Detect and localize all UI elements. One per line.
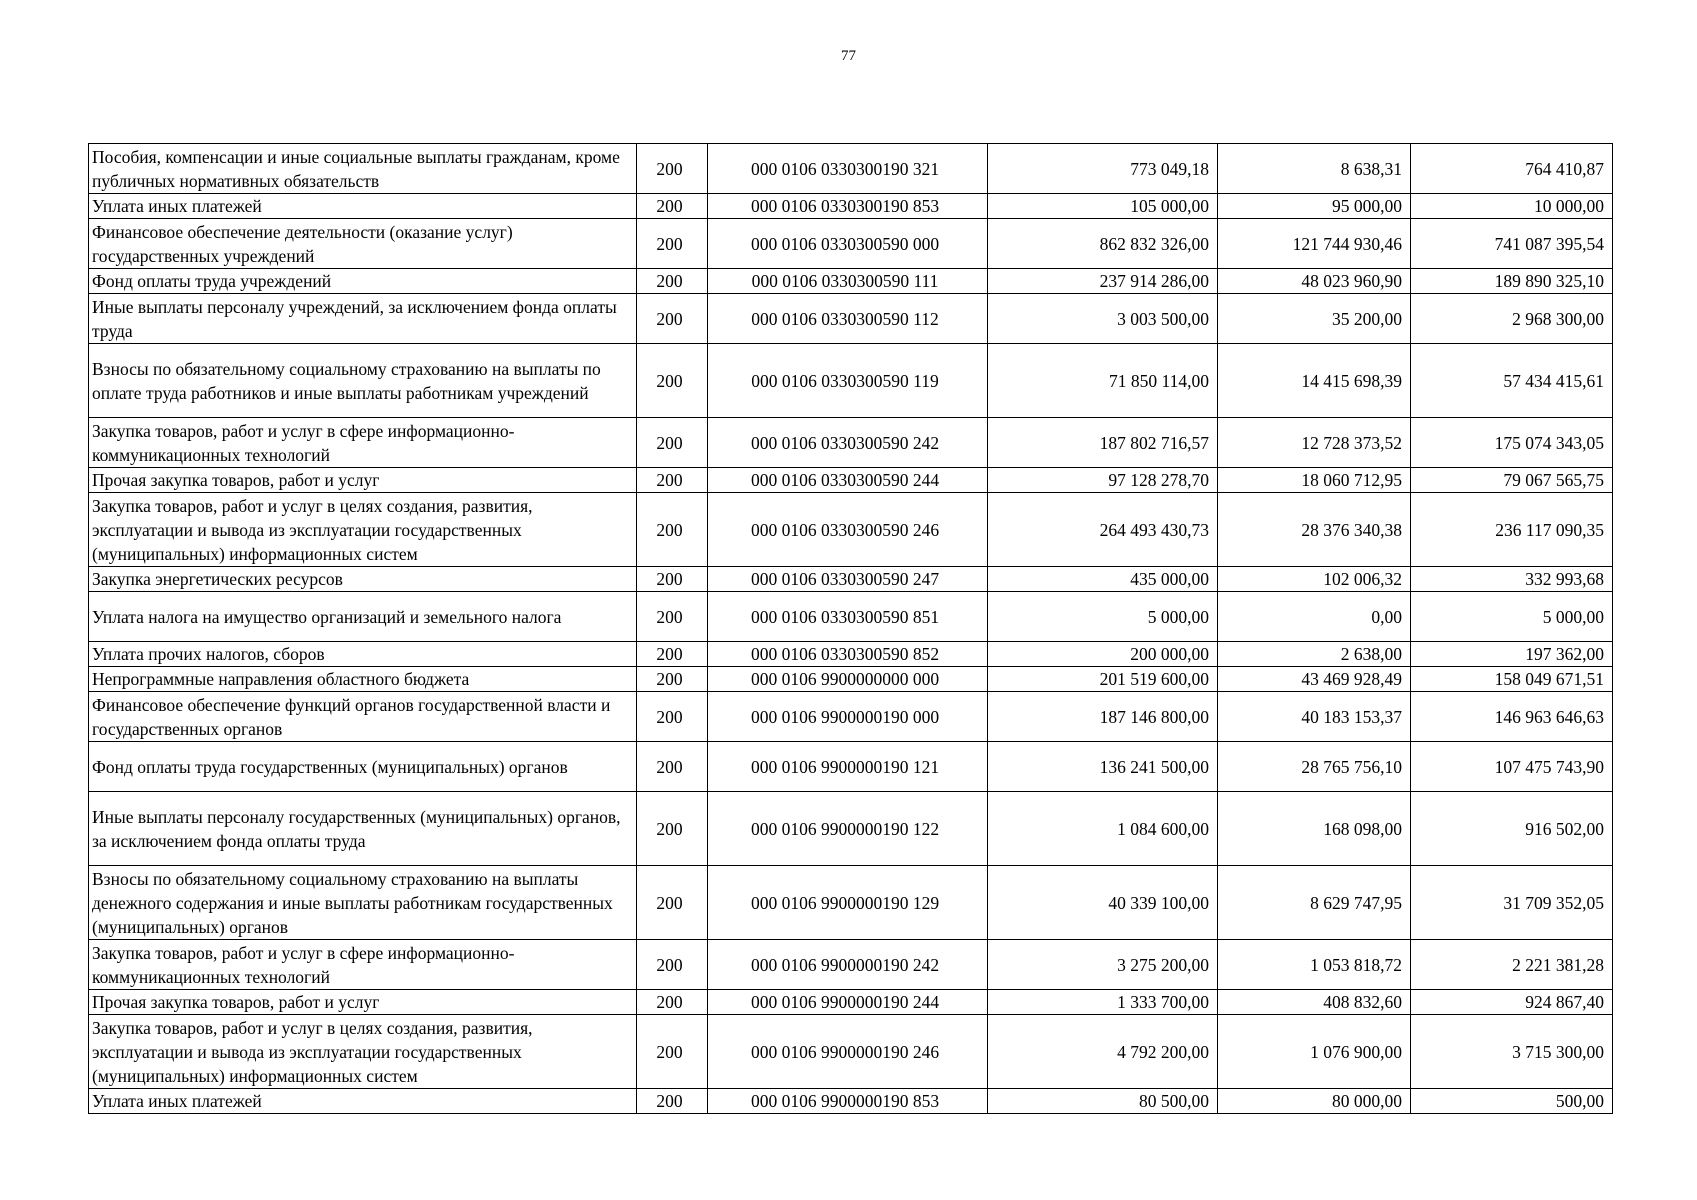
table-row [89,194,1613,219]
remaining-amount-cell: 236 117 090,35 [1411,493,1613,567]
remaining-amount-cell: 916 502,00 [1411,792,1613,866]
line-code-cell: 200 [637,144,708,194]
line-code-cell: 200 [637,567,708,592]
remaining-amount-cell: 158 049 671,51 [1411,667,1613,692]
page-number: 77 [841,48,856,64]
budget-classification-code-cell: 000 0106 0330300590 244 [708,468,988,493]
budget-classification-code-cell: 000 0106 0330300590 000 [708,219,988,269]
expense-name-cell: Уплата налога на имущество организаций и земельного налога [89,592,637,642]
remaining-amount-cell: 79 067 565,75 [1411,468,1613,493]
table-row [89,642,1613,667]
approved-amount-cell: 1 084 600,00 [988,792,1218,866]
table-row [89,219,1613,269]
expense-name-cell: Уплата иных платежей [89,194,637,219]
executed-amount-cell: 1 076 900,00 [1218,1015,1411,1089]
table-row [89,567,1613,592]
budget-classification-code-cell: 000 0106 9900000190 242 [708,940,988,990]
expense-name-cell: Уплата иных платежей [89,1089,637,1114]
remaining-amount-cell: 31 709 352,05 [1411,866,1613,940]
executed-amount-cell: 80 000,00 [1218,1089,1411,1114]
table-row [89,269,1613,294]
remaining-amount-cell: 107 475 743,90 [1411,742,1613,792]
expense-name-cell: Взносы по обязательному социальному страхованию на выплаты денежного содержания и иные выплаты работникам государственных (муниципальных) органов [89,866,637,940]
approved-amount-cell: 80 500,00 [988,1089,1218,1114]
table-row [89,940,1613,990]
line-code-cell: 200 [637,194,708,219]
table-row [89,468,1613,493]
expense-name-cell: Уплата прочих налогов, сборов [89,642,637,667]
budget-classification-code-cell: 000 0106 0330300590 112 [708,294,988,344]
executed-amount-cell: 8 638,31 [1218,144,1411,194]
approved-amount-cell: 187 802 716,57 [988,418,1218,468]
executed-amount-cell: 14 415 698,39 [1218,344,1411,418]
remaining-amount-cell: 5 000,00 [1411,592,1613,642]
executed-amount-cell: 95 000,00 [1218,194,1411,219]
approved-amount-cell: 435 000,00 [988,567,1218,592]
line-code-cell: 200 [637,294,708,344]
line-code-cell: 200 [637,269,708,294]
remaining-amount-cell: 146 963 646,63 [1411,692,1613,742]
remaining-amount-cell: 2 968 300,00 [1411,294,1613,344]
line-code-cell: 200 [637,990,708,1015]
table-row [89,866,1613,940]
approved-amount-cell: 136 241 500,00 [988,742,1218,792]
table-row [89,592,1613,642]
budget-classification-code-cell: 000 0106 9900000190 853 [708,1089,988,1114]
approved-amount-cell: 201 519 600,00 [988,667,1218,692]
line-code-cell: 200 [637,792,708,866]
budget-classification-code-cell: 000 0106 0330300590 852 [708,642,988,667]
remaining-amount-cell: 175 074 343,05 [1411,418,1613,468]
approved-amount-cell: 264 493 430,73 [988,493,1218,567]
executed-amount-cell: 2 638,00 [1218,642,1411,667]
budget-classification-code-cell: 000 0106 9900000190 246 [708,1015,988,1089]
approved-amount-cell: 862 832 326,00 [988,219,1218,269]
line-code-cell: 200 [637,1015,708,1089]
executed-amount-cell: 12 728 373,52 [1218,418,1411,468]
approved-amount-cell: 3 003 500,00 [988,294,1218,344]
table-row [89,792,1613,866]
executed-amount-cell: 168 098,00 [1218,792,1411,866]
approved-amount-cell: 5 000,00 [988,592,1218,642]
expense-name-cell: Финансовое обеспечение функций органов государственной власти и государственных органов [89,692,637,742]
budget-classification-code-cell: 000 0106 0330300590 111 [708,269,988,294]
line-code-cell: 200 [637,468,708,493]
table-row [89,344,1613,418]
budget-classification-code-cell: 000 0106 0330300190 853 [708,194,988,219]
budget-classification-code-cell: 000 0106 9900000190 129 [708,866,988,940]
budget-table-body [89,144,1613,1114]
expense-name-cell: Непрограммные направления областного бюджета [89,667,637,692]
expense-name-cell: Закупка товаров, работ и услуг в сфере информационно-коммуникационных технологий [89,940,637,990]
line-code-cell: 200 [637,418,708,468]
remaining-amount-cell: 924 867,40 [1411,990,1613,1015]
remaining-amount-cell: 2 221 381,28 [1411,940,1613,990]
executed-amount-cell: 35 200,00 [1218,294,1411,344]
remaining-amount-cell: 500,00 [1411,1089,1613,1114]
expense-name-cell: Иные выплаты персоналу учреждений, за исключением фонда оплаты труда [89,294,637,344]
line-code-cell: 200 [637,742,708,792]
approved-amount-cell: 97 128 278,70 [988,468,1218,493]
expense-name-cell: Взносы по обязательному социальному страхованию на выплаты по оплате труда работников и иные выплаты работникам учреждений [89,344,637,418]
table-row [89,990,1613,1015]
expense-name-cell: Закупка товаров, работ и услуг в сфере информационно-коммуникационных технологий [89,418,637,468]
expense-name-cell: Иные выплаты персоналу государственных (муниципальных) органов, за исключением фонда оплаты труда [89,792,637,866]
executed-amount-cell: 121 744 930,46 [1218,219,1411,269]
table-row [89,294,1613,344]
table-row [89,667,1613,692]
expense-name-cell: Прочая закупка товаров, работ и услуг [89,990,637,1015]
remaining-amount-cell: 764 410,87 [1411,144,1613,194]
table-row [89,1015,1613,1089]
budget-table [88,143,1613,1114]
remaining-amount-cell: 741 087 395,54 [1411,219,1613,269]
approved-amount-cell: 3 275 200,00 [988,940,1218,990]
budget-classification-code-cell: 000 0106 9900000190 122 [708,792,988,866]
remaining-amount-cell: 189 890 325,10 [1411,269,1613,294]
remaining-amount-cell: 197 362,00 [1411,642,1613,667]
budget-classification-code-cell: 000 0106 0330300590 246 [708,493,988,567]
line-code-cell: 200 [637,219,708,269]
line-code-cell: 200 [637,940,708,990]
line-code-cell: 200 [637,1089,708,1114]
budget-classification-code-cell: 000 0106 0330300590 851 [708,592,988,642]
expense-name-cell: Пособия, компенсации и иные социальные выплаты гражданам, кроме публичных нормативных обязательств [89,144,637,194]
line-code-cell: 200 [637,493,708,567]
budget-classification-code-cell: 000 0106 0330300190 321 [708,144,988,194]
budget-classification-code-cell: 000 0106 0330300590 247 [708,567,988,592]
approved-amount-cell: 4 792 200,00 [988,1015,1218,1089]
table-row [89,418,1613,468]
executed-amount-cell: 0,00 [1218,592,1411,642]
budget-classification-code-cell: 000 0106 9900000190 121 [708,742,988,792]
table-row [89,493,1613,567]
remaining-amount-cell: 57 434 415,61 [1411,344,1613,418]
executed-amount-cell: 40 183 153,37 [1218,692,1411,742]
executed-amount-cell: 48 023 960,90 [1218,269,1411,294]
line-code-cell: 200 [637,667,708,692]
line-code-cell: 200 [637,592,708,642]
remaining-amount-cell: 3 715 300,00 [1411,1015,1613,1089]
approved-amount-cell: 1 333 700,00 [988,990,1218,1015]
executed-amount-cell: 102 006,32 [1218,567,1411,592]
executed-amount-cell: 43 469 928,49 [1218,667,1411,692]
expense-name-cell: Прочая закупка товаров, работ и услуг [89,468,637,493]
approved-amount-cell: 187 146 800,00 [988,692,1218,742]
remaining-amount-cell: 332 993,68 [1411,567,1613,592]
expense-name-cell: Закупка товаров, работ и услуг в целях создания, развития, эксплуатации и вывода из эксплуатации государственных (муниципальных) информационных систем [89,493,637,567]
executed-amount-cell: 18 060 712,95 [1218,468,1411,493]
line-code-cell: 200 [637,692,708,742]
table-row [89,144,1613,194]
executed-amount-cell: 1 053 818,72 [1218,940,1411,990]
line-code-cell: 200 [637,642,708,667]
line-code-cell: 200 [637,344,708,418]
approved-amount-cell: 40 339 100,00 [988,866,1218,940]
table-row [89,692,1613,742]
executed-amount-cell: 408 832,60 [1218,990,1411,1015]
expense-name-cell: Закупка энергетических ресурсов [89,567,637,592]
approved-amount-cell: 200 000,00 [988,642,1218,667]
approved-amount-cell: 773 049,18 [988,144,1218,194]
executed-amount-cell: 28 376 340,38 [1218,493,1411,567]
expense-name-cell: Закупка товаров, работ и услуг в целях создания, развития, эксплуатации и вывода из эксплуатации государственных (муниципальных) информационных систем [89,1015,637,1089]
budget-classification-code-cell: 000 0106 9900000000 000 [708,667,988,692]
approved-amount-cell: 105 000,00 [988,194,1218,219]
budget-classification-code-cell: 000 0106 0330300590 242 [708,418,988,468]
budget-classification-code-cell: 000 0106 9900000190 000 [708,692,988,742]
expense-name-cell: Фонд оплаты труда учреждений [89,269,637,294]
table-row [89,742,1613,792]
expense-name-cell: Фонд оплаты труда государственных (муниципальных) органов [89,742,637,792]
expense-name-cell: Финансовое обеспечение деятельности (оказание услуг) государственных учреждений [89,219,637,269]
line-code-cell: 200 [637,866,708,940]
approved-amount-cell: 237 914 286,00 [988,269,1218,294]
budget-classification-code-cell: 000 0106 0330300590 119 [708,344,988,418]
table-row [89,1089,1613,1114]
executed-amount-cell: 8 629 747,95 [1218,866,1411,940]
executed-amount-cell: 28 765 756,10 [1218,742,1411,792]
budget-classification-code-cell: 000 0106 9900000190 244 [708,990,988,1015]
approved-amount-cell: 71 850 114,00 [988,344,1218,418]
remaining-amount-cell: 10 000,00 [1411,194,1613,219]
